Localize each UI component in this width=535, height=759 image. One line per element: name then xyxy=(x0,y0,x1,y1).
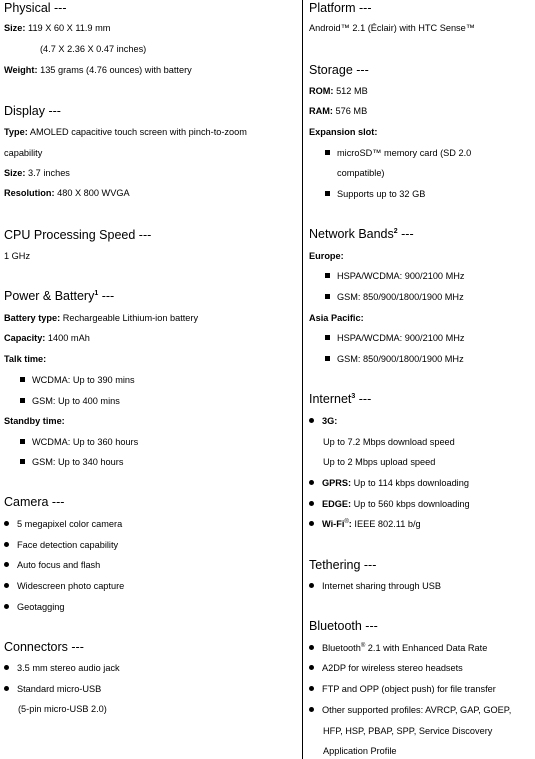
list-item-text: Internet sharing through USB xyxy=(322,581,441,591)
value: AMOLED capacitive touch screen with pinch-to-zoom xyxy=(29,127,247,137)
europe-label xyxy=(309,250,344,262)
list-item-text: WCDMA: Up to 390 mins xyxy=(32,375,135,385)
square-bullet-icon xyxy=(20,459,25,464)
title: Internet xyxy=(309,392,352,406)
list-item-text: Widescreen photo capture xyxy=(17,581,125,591)
storage-rom xyxy=(309,85,368,97)
square-bullet-icon xyxy=(325,335,330,340)
list-item xyxy=(325,291,464,303)
footnote-ref: 2 xyxy=(393,227,398,235)
title: Network Bands xyxy=(309,227,394,241)
section-title-platform: Platform --- xyxy=(309,1,372,15)
list-item xyxy=(4,601,65,613)
list-item xyxy=(325,353,464,365)
storage-ram xyxy=(309,105,367,117)
section-title-internet xyxy=(309,391,371,407)
value: Up to 114 kbps downloading xyxy=(353,478,469,488)
list-item-text: 2.1 with Enhanced Data Rate xyxy=(365,643,488,653)
bullet-icon xyxy=(4,583,9,588)
label: Weight: xyxy=(4,65,38,75)
list-item xyxy=(309,662,463,674)
list-item xyxy=(4,539,118,551)
list-item-text: 3.5 mm stereo audio jack xyxy=(17,663,120,673)
bullet-icon xyxy=(309,501,314,506)
section-title-network xyxy=(309,226,414,242)
title-suffix: --- xyxy=(397,227,414,241)
label: Size: xyxy=(4,23,26,33)
list-item-text: GSM: 850/900/1800/1900 MHz xyxy=(337,292,464,302)
list-item-text: HSPA/WCDMA: 900/2100 MHz xyxy=(337,271,465,281)
label: Capacity: xyxy=(4,333,46,343)
label: 3G: xyxy=(322,416,338,426)
list-item-text: microSD™ memory card (SD 2.0 xyxy=(337,148,472,158)
list-item xyxy=(309,683,496,695)
list-item xyxy=(309,477,469,489)
list-item-cont: Application Profile xyxy=(323,746,397,756)
square-bullet-icon xyxy=(325,191,330,196)
value: 135 grams (4.76 ounces) with battery xyxy=(40,65,192,75)
battery-type xyxy=(4,312,198,324)
list-item xyxy=(325,332,464,344)
section-title-display: Display --- xyxy=(4,104,61,118)
label: GPRS: xyxy=(322,478,352,488)
value: 512 MB xyxy=(336,86,368,96)
display-size xyxy=(4,167,70,179)
bullet-icon xyxy=(4,665,9,670)
list-item xyxy=(4,683,101,695)
value: IEEE 802.11 b/g xyxy=(354,519,421,529)
label: Wi-Fi xyxy=(322,519,345,529)
bullet-icon xyxy=(309,665,314,670)
bullet-icon xyxy=(4,604,9,609)
list-item-text: Face detection capability xyxy=(17,540,119,550)
label: Asia Pacific: xyxy=(309,313,364,323)
list-item-text: GSM: 850/900/1800/1900 MHz xyxy=(337,354,464,364)
list-item-text: GSM: Up to 340 hours xyxy=(32,457,124,467)
display-resolution xyxy=(4,187,130,199)
footnote-ref: 3 xyxy=(351,392,356,400)
list-item xyxy=(325,270,464,282)
display-type-cont: capability xyxy=(4,148,43,158)
title: Power & Battery xyxy=(4,289,95,303)
cpu-value: 1 GHz xyxy=(4,251,31,261)
label: Talk time: xyxy=(4,354,47,364)
list-item-text: 5 megapixel color camera xyxy=(17,519,123,529)
list-item-text: Auto focus and flash xyxy=(17,560,101,570)
bullet-icon xyxy=(309,707,314,712)
list-item xyxy=(309,704,511,716)
label: Standby time: xyxy=(4,416,65,426)
label: Resolution: xyxy=(4,188,55,198)
section-title-physical: Physical --- xyxy=(4,1,67,15)
value: 119 X 60 X 11.9 mm xyxy=(28,23,111,33)
section-title-camera: Camera --- xyxy=(4,495,65,509)
registered-mark: ® xyxy=(344,518,349,525)
column-divider xyxy=(302,0,303,759)
value: 3.7 inches xyxy=(28,168,70,178)
label: Type: xyxy=(4,127,28,137)
list-item xyxy=(20,456,123,468)
list-item xyxy=(309,580,441,592)
list-item xyxy=(4,580,124,592)
value: Up to 560 kbps downloading xyxy=(353,499,470,509)
bullet-icon xyxy=(4,521,9,526)
bullet-icon xyxy=(309,418,314,423)
square-bullet-icon xyxy=(20,377,25,382)
label: Battery type: xyxy=(4,313,61,323)
value: 576 MB xyxy=(335,106,368,116)
label: Expansion slot: xyxy=(309,127,378,137)
list-item xyxy=(20,374,135,386)
section-title-storage: Storage --- xyxy=(309,63,369,77)
list-item-text: GSM: Up to 400 mins xyxy=(32,396,120,406)
list-item xyxy=(325,188,425,200)
registered-mark: ® xyxy=(360,642,366,649)
display-type xyxy=(4,126,247,138)
connector-note: (5-pin micro-USB 2.0) xyxy=(18,704,107,714)
square-bullet-icon xyxy=(325,356,330,361)
standby-time-label xyxy=(4,415,65,427)
list-item-text: Supports up to 32 GB xyxy=(337,189,426,199)
bullet-icon xyxy=(309,521,314,526)
list-item xyxy=(309,518,421,530)
section-title-connectors: Connectors --- xyxy=(4,640,84,654)
list-item-text: HSPA/WCDMA: 900/2100 MHz xyxy=(337,333,465,343)
bullet-icon xyxy=(309,686,314,691)
section-title-bluetooth: Bluetooth --- xyxy=(309,619,378,633)
label: RAM: xyxy=(309,106,333,116)
list-item xyxy=(20,436,138,448)
bullet-icon xyxy=(4,686,9,691)
list-item-cont: HFP, HSP, PBAP, SPP, Service Discovery xyxy=(323,726,493,736)
list-item-text: Geotagging xyxy=(17,602,65,612)
section-title-tethering: Tethering --- xyxy=(309,558,377,572)
list-item-text: WCDMA: Up to 360 hours xyxy=(32,437,139,447)
list-item-text: FTP and OPP (object push) for file transfer xyxy=(322,684,496,694)
section-title-cpu: CPU Processing Speed --- xyxy=(4,228,152,242)
square-bullet-icon xyxy=(325,150,330,155)
list-item xyxy=(309,415,337,427)
physical-size xyxy=(4,22,110,34)
bullet-icon xyxy=(309,645,314,650)
title-suffix: --- xyxy=(355,392,372,406)
label: Size: xyxy=(4,168,26,178)
list-item-text: Bluetooth xyxy=(322,643,361,653)
bullet-icon xyxy=(309,480,314,485)
square-bullet-icon xyxy=(20,398,25,403)
value: 1400 mAh xyxy=(47,333,90,343)
list-item-text: Standard micro-USB xyxy=(17,684,102,694)
title-suffix: --- xyxy=(98,289,115,303)
list-item-text: Other supported profiles: AVRCP, GAP, GOEP, xyxy=(322,705,512,715)
list-item-text: A2DP for wireless stereo headsets xyxy=(322,663,463,673)
label: EDGE: xyxy=(322,499,352,509)
bullet-icon xyxy=(309,583,314,588)
talk-time-label xyxy=(4,353,46,365)
list-item xyxy=(325,147,471,159)
colon: : xyxy=(348,519,352,529)
internet-3g-download: Up to 7.2 Mbps download speed xyxy=(323,437,455,447)
bullet-icon xyxy=(4,542,9,547)
footnote-ref: 1 xyxy=(94,289,99,297)
list-item xyxy=(4,518,122,530)
value: Rechargeable Lithium-ion battery xyxy=(62,313,199,323)
bullet-icon xyxy=(4,562,9,567)
platform-value: Android™ 2.1 (Éclair) with HTC Sense™ xyxy=(309,23,475,33)
list-item xyxy=(309,498,470,510)
label: Europe: xyxy=(309,251,344,261)
asia-label xyxy=(309,312,364,324)
square-bullet-icon xyxy=(325,273,330,278)
list-item xyxy=(20,395,120,407)
physical-size-inches: (4.7 X 2.36 X 0.47 inches) xyxy=(40,44,147,54)
list-item xyxy=(4,559,100,571)
square-bullet-icon xyxy=(20,439,25,444)
list-item xyxy=(4,662,120,674)
battery-capacity xyxy=(4,332,90,344)
internet-3g-upload: Up to 2 Mbps upload speed xyxy=(323,457,436,467)
value: 480 X 800 WVGA xyxy=(57,188,130,198)
label: ROM: xyxy=(309,86,334,96)
expansion-slot-label xyxy=(309,126,377,138)
physical-weight xyxy=(4,64,192,76)
list-item xyxy=(309,642,487,654)
square-bullet-icon xyxy=(325,294,330,299)
section-title-power xyxy=(4,288,114,304)
list-item-cont: compatible) xyxy=(337,168,385,178)
